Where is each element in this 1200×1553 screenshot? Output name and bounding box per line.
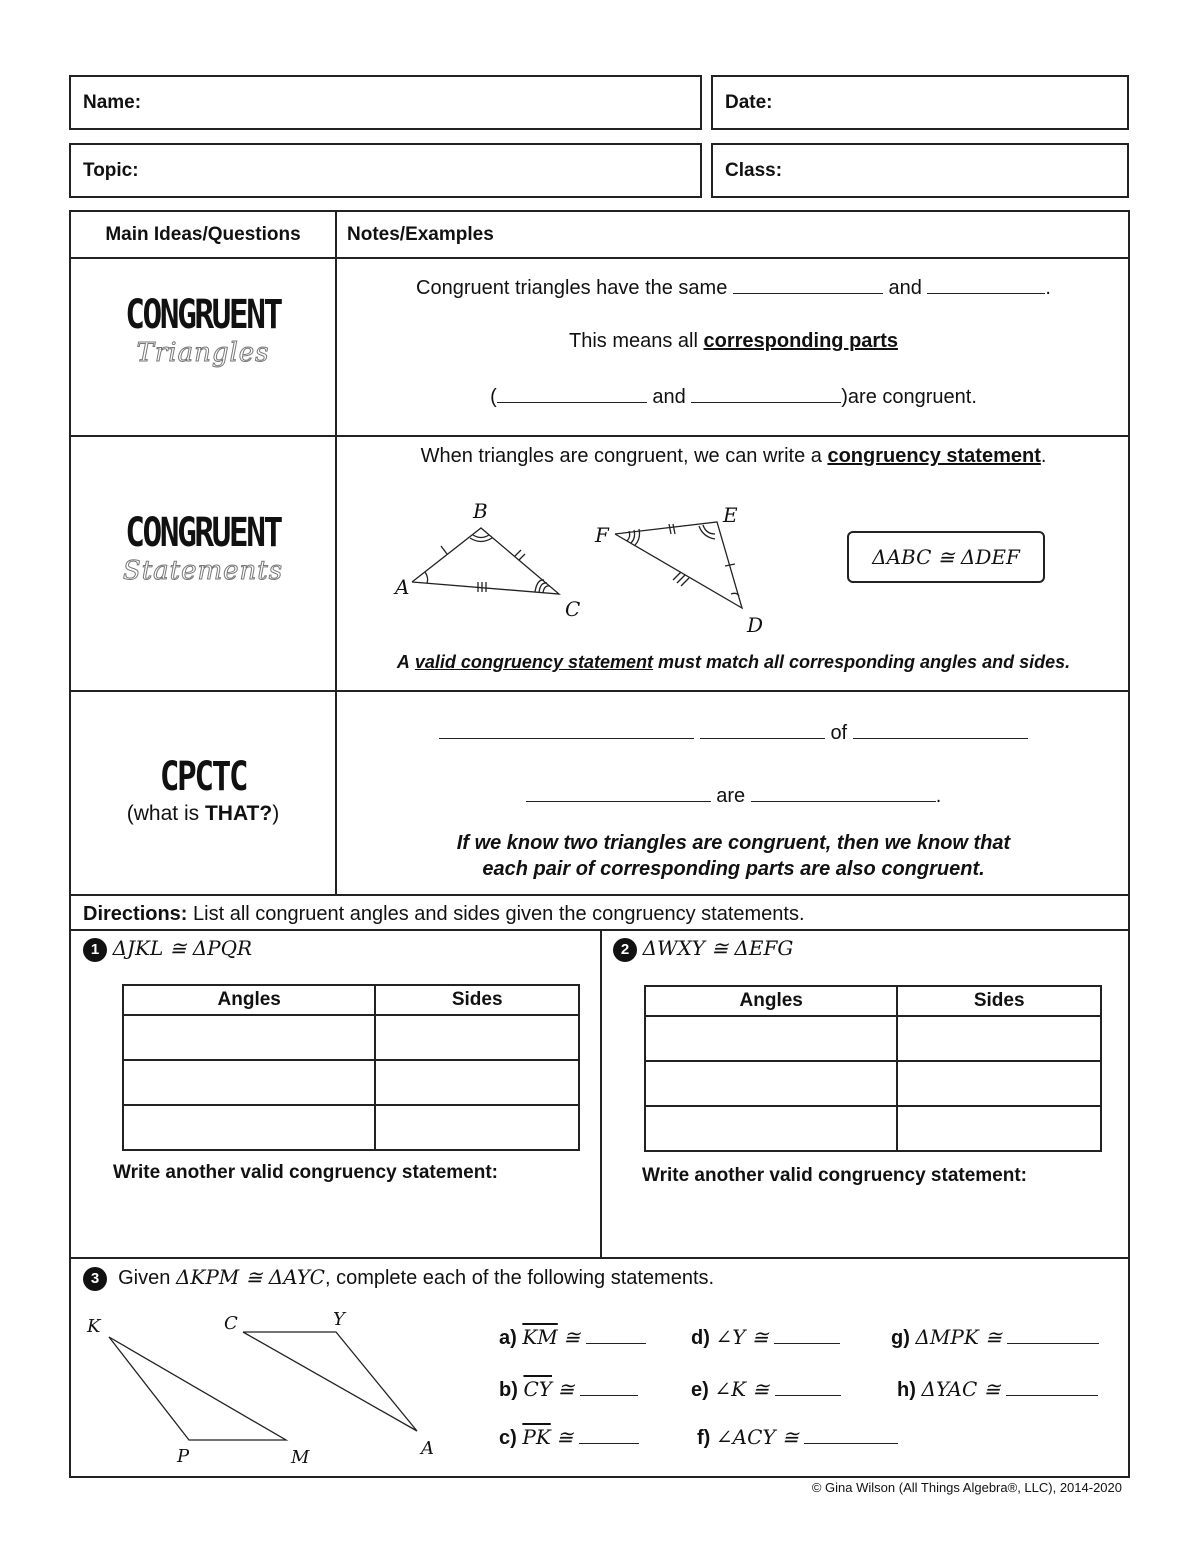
text: Given <box>118 1267 171 1289</box>
problem1-table <box>122 984 580 1151</box>
copyright-footer: © Gina Wilson (All Things Algebra®, LLC), 2014-2020 <box>811 1480 1122 1495</box>
problem3-number: 3 <box>83 1267 107 1291</box>
text: THAT? <box>204 802 273 825</box>
text: . <box>935 785 942 807</box>
blank <box>927 292 1045 294</box>
text: and <box>888 277 922 299</box>
section3-line2 <box>337 785 1130 808</box>
angle-arc-e <box>699 526 715 539</box>
divider <box>71 1257 1128 1259</box>
angle-acy: ∠ACY ≅ <box>715 1425 799 1449</box>
vertex-label-a: A <box>395 575 410 599</box>
angle-arc-a <box>425 572 428 583</box>
topic-label: Topic: <box>83 159 139 181</box>
text: ( <box>490 386 497 408</box>
answer-cell[interactable] <box>897 1106 1101 1151</box>
divider <box>71 894 1128 896</box>
item-label: c) <box>499 1427 517 1449</box>
tick-mark <box>673 572 681 580</box>
example-statement: ΔABC ≅ ΔDEF <box>847 531 1045 583</box>
text: ) <box>272 802 280 825</box>
text: and <box>652 386 686 408</box>
item-c <box>499 1425 639 1450</box>
angle-arc-b <box>473 535 489 538</box>
item-label: e) <box>691 1379 709 1401</box>
column-header-main-ideas: Main Ideas/Questions <box>105 224 301 245</box>
angle-arc-c <box>543 586 550 593</box>
problem1-sides-header: Sides <box>375 985 579 1015</box>
vertex-label-k: K <box>87 1316 101 1337</box>
answer-blank[interactable] <box>580 1394 638 1396</box>
section3-subtitle <box>71 802 335 826</box>
item-label: h) <box>897 1379 916 1401</box>
triangle-diagram <box>337 484 797 634</box>
class-field[interactable] <box>711 143 1129 198</box>
answer-blank[interactable] <box>774 1342 840 1344</box>
problem2-table <box>644 985 1102 1152</box>
vertex-label-f: F <box>595 523 609 547</box>
tick-mark <box>681 578 689 586</box>
angle-arc-b <box>470 538 492 542</box>
text: . <box>1040 445 1047 467</box>
section3-title: CPCTC <box>159 754 247 800</box>
blank <box>700 737 825 739</box>
date-field[interactable] <box>711 75 1129 130</box>
answer-cell[interactable] <box>645 1106 897 1151</box>
divider <box>71 435 1128 437</box>
blank <box>439 737 694 739</box>
section1-line2 <box>337 330 1130 353</box>
vertex-label-e: E <box>723 503 738 527</box>
answer-blank[interactable] <box>1007 1342 1099 1344</box>
text: This means all <box>569 330 698 352</box>
text: are <box>716 785 746 807</box>
answer-blank[interactable] <box>1006 1394 1098 1396</box>
valid-statement-term: valid congruency statement <box>414 652 653 672</box>
answer-cell[interactable] <box>123 1060 375 1105</box>
problem2-statement: ΔWXY ≅ ΔEFG <box>642 936 794 960</box>
text: When triangles are congruent, we can write a <box>420 445 822 467</box>
section3-heading <box>71 754 335 826</box>
answer-cell[interactable] <box>897 1016 1101 1061</box>
problem1-angles-header: Angles <box>123 985 375 1015</box>
text: . <box>1045 277 1051 299</box>
problem1-header <box>83 936 252 962</box>
item-label: g) <box>891 1327 910 1349</box>
problem2-number: 2 <box>613 938 637 962</box>
section1-line1 <box>337 277 1130 300</box>
divider <box>71 257 1128 259</box>
name-field[interactable] <box>69 75 702 130</box>
text: If we know two triangles are congruent, then we know that <box>456 832 1011 854</box>
problem2-write-prompt: Write another valid congruency statement: <box>642 1165 1028 1186</box>
section2-heading <box>71 510 335 586</box>
tick-mark <box>515 550 521 556</box>
blank <box>751 800 936 802</box>
item-d <box>691 1325 840 1350</box>
congruent-symbol: ≅ <box>557 1377 575 1401</box>
item-label: a) <box>499 1327 517 1349</box>
vertex-label-y: Y <box>333 1309 345 1330</box>
vertex-label-m: M <box>291 1447 310 1467</box>
vertex-label-c: C <box>224 1313 238 1334</box>
tick-mark <box>673 524 675 534</box>
blank <box>691 401 841 403</box>
vertex-label-b: B <box>473 499 488 523</box>
section2-title: CONGRUENT <box>125 510 281 556</box>
tick-mark <box>519 554 525 560</box>
problem2-header <box>613 936 793 962</box>
triangle-mpk: ΔMPK ≅ <box>915 1325 1002 1349</box>
blank <box>497 401 647 403</box>
text: each pair of corresponding parts are also congruent. <box>482 858 985 880</box>
answer-cell[interactable] <box>123 1105 375 1150</box>
problem2-sides-header: Sides <box>897 986 1101 1016</box>
directions-label: Directions: <box>83 903 188 925</box>
answer-cell[interactable] <box>375 1015 579 1060</box>
tick-mark <box>677 575 685 583</box>
item-b <box>499 1377 638 1402</box>
item-a <box>499 1325 646 1350</box>
text: Congruent triangles have the same <box>416 277 728 299</box>
item-e <box>691 1377 841 1402</box>
notes-table <box>69 210 1130 1478</box>
text: A <box>396 652 410 672</box>
problem3-header <box>83 1265 714 1291</box>
vertex-label-p: P <box>177 1446 190 1467</box>
triangle-cya <box>243 1332 417 1431</box>
angle-y: ∠Y ≅ <box>715 1325 769 1349</box>
triangle-yac: ΔYAC ≅ <box>921 1377 1001 1401</box>
tick-mark <box>669 524 671 534</box>
section1-subtitle: Triangles <box>136 338 270 368</box>
blank <box>733 292 883 294</box>
congruent-symbol: ≅ <box>563 1325 581 1349</box>
section2-subtitle: Statements <box>122 556 284 586</box>
answer-blank[interactable] <box>804 1442 898 1444</box>
section1-line3 <box>337 386 1130 409</box>
problem1-write-prompt: Write another valid congruency statement: <box>113 1162 499 1183</box>
blank <box>526 800 711 802</box>
section3-line1 <box>337 722 1130 745</box>
divider <box>71 690 1128 692</box>
blank <box>853 737 1028 739</box>
tick-mark <box>441 546 447 554</box>
congruency-statement-term: congruency statement <box>827 445 1041 467</box>
answer-blank[interactable] <box>579 1442 639 1444</box>
problem-divider <box>600 929 602 1257</box>
problem2-angles-header: Angles <box>645 986 897 1016</box>
topic-field[interactable] <box>69 143 702 198</box>
answer-cell[interactable] <box>645 1016 897 1061</box>
section2-line1 <box>337 445 1130 468</box>
answer-cell[interactable] <box>375 1060 579 1105</box>
directions-text: List all congruent angles and sides given the congruency statements. <box>193 903 805 925</box>
text: of <box>830 722 848 744</box>
text: (what is <box>126 802 205 825</box>
cpctc-explanation <box>337 830 1130 882</box>
problem1-number: 1 <box>83 938 107 962</box>
column-header-notes: Notes/Examples <box>347 224 494 245</box>
section1-title: CONGRUENT <box>125 292 281 338</box>
answer-cell[interactable] <box>897 1061 1101 1106</box>
section2-line2 <box>337 652 1130 673</box>
segment-pk: $\overline{PK}$ <box>522 1425 551 1449</box>
answer-cell[interactable] <box>645 1061 897 1106</box>
date-label: Date: <box>725 91 773 113</box>
vertex-label-c: C <box>565 597 581 621</box>
corresponding-parts-term: corresponding parts <box>703 330 898 352</box>
item-f <box>697 1425 898 1450</box>
answer-blank[interactable] <box>586 1342 646 1344</box>
segment-cy: $\overline{CY}$ <box>523 1377 552 1401</box>
triangle-kpm <box>109 1337 286 1440</box>
angle-arc-e <box>703 525 715 534</box>
segment-km: $\overline{KM}$ <box>522 1325 558 1349</box>
directions <box>83 903 805 926</box>
answer-blank[interactable] <box>775 1394 841 1396</box>
vertex-label-a: A <box>421 1438 434 1459</box>
item-h <box>897 1377 1098 1402</box>
item-g <box>891 1325 1099 1350</box>
vertex-label-d: D <box>747 613 764 634</box>
problem3-diagram <box>79 1307 459 1467</box>
section1-heading <box>71 292 335 368</box>
text: must match all corresponding angles and sides. <box>658 652 1071 672</box>
congruent-symbol: ≅ <box>556 1425 574 1449</box>
angle-k: ∠K ≅ <box>714 1377 770 1401</box>
answer-cell[interactable] <box>123 1015 375 1060</box>
class-label: Class: <box>725 159 783 181</box>
problem1-statement: ΔJKL ≅ ΔPQR <box>112 936 253 960</box>
item-label: d) <box>691 1327 710 1349</box>
answer-cell[interactable] <box>375 1105 579 1150</box>
text: , complete each of the following statements. <box>324 1267 715 1289</box>
item-label: b) <box>499 1379 518 1401</box>
text: )are congruent. <box>841 386 977 408</box>
item-label: f) <box>697 1427 711 1449</box>
problem3-statement: ΔKPM ≅ ΔAYC <box>175 1265 325 1289</box>
name-label: Name: <box>83 91 142 113</box>
